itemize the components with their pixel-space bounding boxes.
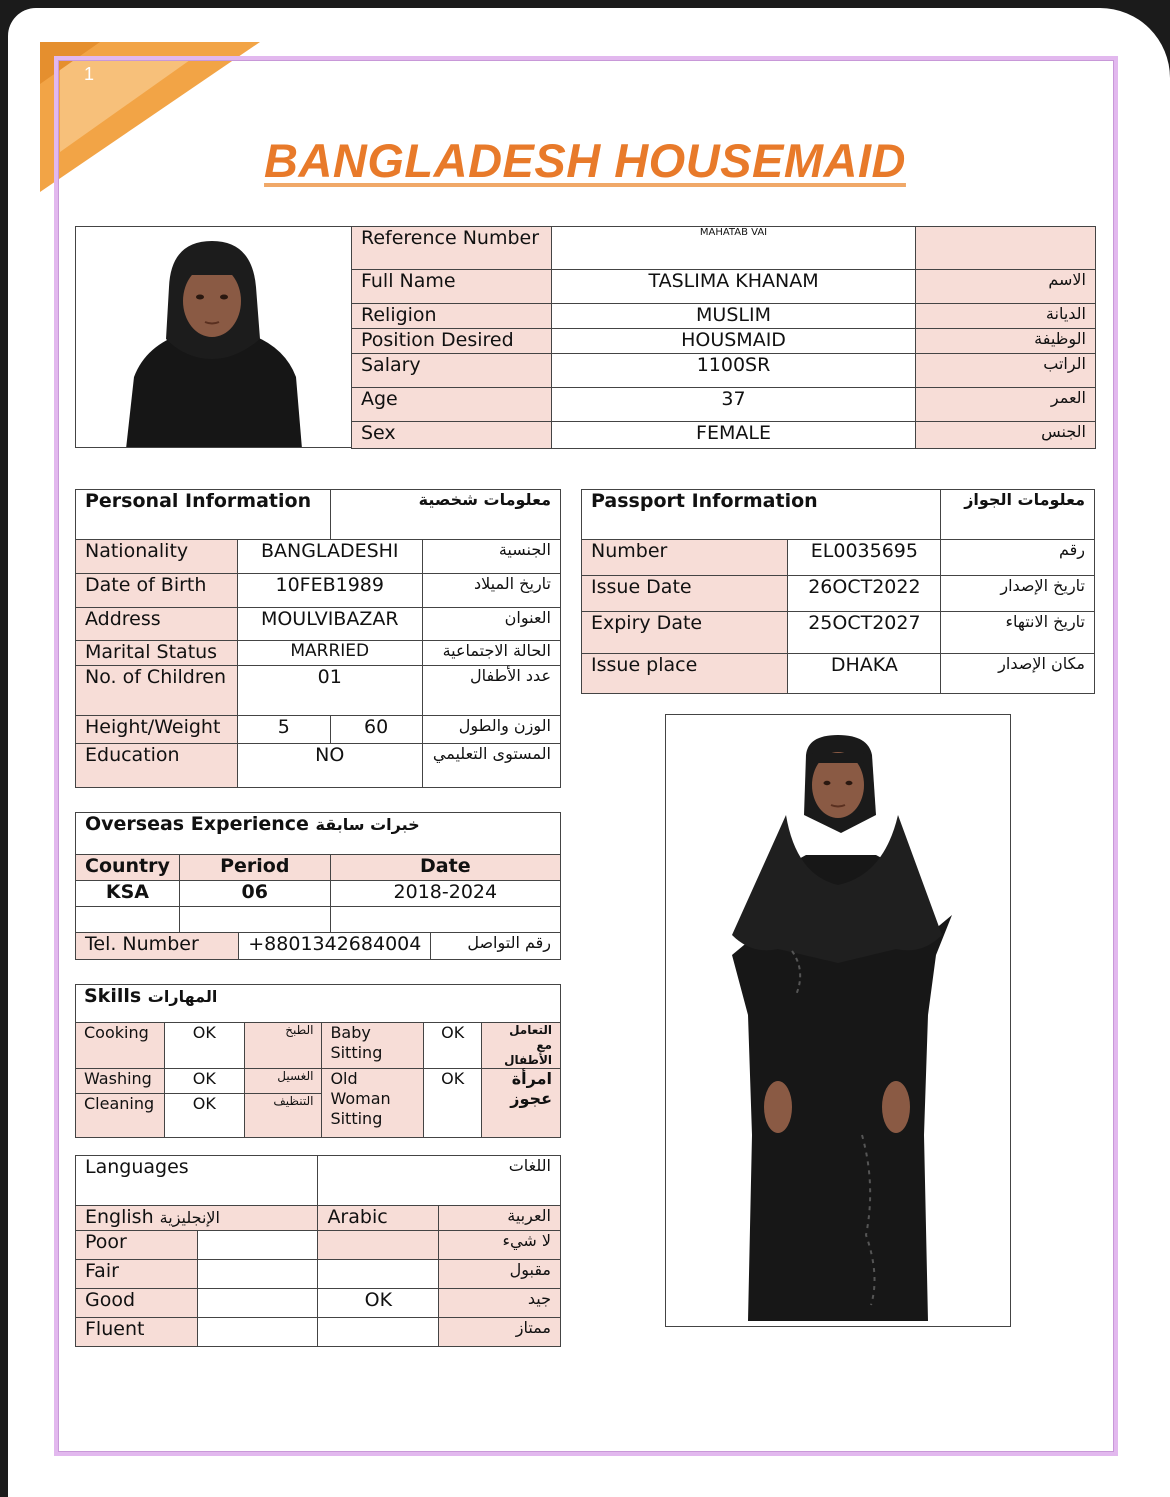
overseas-experience-title bbox=[76, 813, 561, 855]
skills-title-ar: المهارات bbox=[147, 987, 218, 1006]
english-label: English bbox=[85, 1206, 154, 1228]
children-label-ar: عدد الأطفال bbox=[422, 666, 560, 716]
position-desired-value: HOUSMAID bbox=[551, 329, 915, 354]
religion-value: MUSLIM bbox=[551, 304, 915, 329]
tel-number-label-ar: رقم التواصل bbox=[431, 933, 561, 960]
height-weight-label-ar: الوزن والطول bbox=[422, 716, 560, 744]
skill-baby-sitting-label-ar: التعامل مع الأطفال bbox=[482, 1023, 561, 1069]
sex-label: Sex bbox=[352, 422, 552, 449]
salary-label-ar: الراتب bbox=[916, 354, 1096, 388]
age-label-ar: العمر bbox=[916, 388, 1096, 422]
issue-place-value: DHAKA bbox=[788, 654, 941, 694]
issue-place-label: Issue place bbox=[582, 654, 788, 694]
full-body-photo bbox=[666, 715, 1011, 1327]
document-title: BANGLADESH HOUSEMAID bbox=[264, 134, 906, 187]
period-header: Period bbox=[179, 855, 330, 881]
level-fair-label-ar: مقبول bbox=[439, 1260, 561, 1289]
children-label: No. of Children bbox=[76, 666, 238, 716]
passport-number-label: Number bbox=[582, 540, 788, 576]
religion-label-ar: الديانة bbox=[916, 304, 1096, 329]
languages-title-ar: اللغات bbox=[318, 1156, 561, 1206]
arabic-label: Arabic bbox=[318, 1206, 439, 1231]
education-label: Education bbox=[76, 744, 238, 788]
education-value: NO bbox=[237, 744, 422, 788]
page-number: 1 bbox=[84, 64, 95, 84]
personal-info-title: Personal Information bbox=[76, 490, 331, 540]
skill-baby-sitting-value: OK bbox=[424, 1023, 482, 1069]
salary-label: Salary bbox=[352, 354, 552, 388]
portrait-photo bbox=[76, 227, 352, 448]
level-fair-english bbox=[197, 1260, 318, 1289]
full-name-label-ar: الاسم bbox=[916, 270, 1096, 304]
full-body-photo-box bbox=[665, 714, 1011, 1327]
nationality-label-ar: الجنسية bbox=[422, 540, 560, 574]
english-label-ar: الإنجليزية bbox=[159, 1208, 220, 1227]
expiry-date-label-ar: تاريخ الانتهاء bbox=[941, 612, 1095, 654]
level-good-arabic: OK bbox=[318, 1289, 439, 1318]
level-poor-label: Poor bbox=[76, 1231, 198, 1260]
level-fluent-arabic bbox=[318, 1318, 439, 1347]
overseas-title-en: Overseas Experience bbox=[85, 813, 309, 835]
passport-info-title-ar: معلومات الجواز bbox=[941, 490, 1095, 540]
issue-date-label-ar: تاريخ الإصدار bbox=[941, 576, 1095, 612]
personal-info-table bbox=[75, 489, 561, 788]
expiry-date-value: 25OCT2027 bbox=[788, 612, 941, 654]
experience-country-2 bbox=[76, 907, 180, 933]
date-of-birth-label-ar: تاريخ الميلاد bbox=[422, 574, 560, 608]
overseas-title-ar: خبرات سابقة bbox=[315, 815, 420, 834]
level-good-label: Good bbox=[76, 1289, 198, 1318]
english-header bbox=[76, 1206, 318, 1231]
issue-date-value: 26OCT2022 bbox=[788, 576, 941, 612]
level-good-english bbox=[197, 1289, 318, 1318]
religion-label: Religion bbox=[352, 304, 552, 329]
address-label-ar: العنوان bbox=[422, 608, 560, 641]
children-value: 01 bbox=[237, 666, 422, 716]
reference-number-label-ar bbox=[916, 227, 1096, 270]
passport-info-table bbox=[581, 489, 1095, 694]
skill-cleaning-label: Cleaning bbox=[76, 1094, 165, 1138]
skill-cooking-label-ar: الطبخ bbox=[244, 1023, 322, 1069]
skill-cooking-label: Cooking bbox=[76, 1023, 165, 1069]
marital-status-label: Marital Status bbox=[76, 641, 238, 666]
level-fluent-english bbox=[197, 1318, 318, 1347]
skills-title bbox=[76, 985, 561, 1023]
portrait-photo-box bbox=[75, 226, 352, 448]
skill-cleaning-value: OK bbox=[164, 1094, 244, 1138]
experience-date: 2018-2024 bbox=[330, 881, 560, 907]
sex-value: FEMALE bbox=[551, 422, 915, 449]
languages-title: Languages bbox=[76, 1156, 318, 1206]
level-fair-arabic bbox=[318, 1260, 439, 1289]
level-good-label-ar: جيد bbox=[439, 1289, 561, 1318]
skill-washing-label-ar: الغسيل bbox=[244, 1069, 322, 1094]
overseas-experience-table bbox=[75, 812, 561, 960]
address-value: MOULVIBAZAR bbox=[237, 608, 422, 641]
skill-old-woman-label: Old Woman Sitting bbox=[322, 1069, 424, 1138]
passport-number-label-ar: رقم bbox=[941, 540, 1095, 576]
education-label-ar: المستوى التعليمي bbox=[422, 744, 560, 788]
passport-number-value: EL0035695 bbox=[788, 540, 941, 576]
issue-date-label: Issue Date bbox=[582, 576, 788, 612]
skill-cooking-value: OK bbox=[164, 1023, 244, 1069]
height-value: 5 bbox=[237, 716, 330, 744]
experience-country: KSA bbox=[76, 881, 180, 907]
tel-number-label: Tel. Number bbox=[76, 933, 239, 960]
marital-status-value: MARRIED bbox=[237, 641, 422, 666]
reference-code: MAHATAB VAI bbox=[699, 227, 768, 238]
header-info-table bbox=[351, 226, 1096, 449]
date-header: Date bbox=[330, 855, 560, 881]
level-poor-arabic bbox=[318, 1231, 439, 1260]
nationality-value: BANGLADESHI bbox=[237, 540, 422, 574]
age-value: 37 bbox=[551, 388, 915, 422]
date-of-birth-value: 10FEB1989 bbox=[237, 574, 422, 608]
experience-period-2 bbox=[179, 907, 330, 933]
level-fluent-label: Fluent bbox=[76, 1318, 198, 1347]
skill-old-woman-value: OK bbox=[424, 1069, 482, 1138]
sex-label-ar: الجنس bbox=[916, 422, 1096, 449]
marital-status-label-ar: الحالة الاجتماعية bbox=[422, 641, 560, 666]
skills-title-en: Skills bbox=[84, 985, 142, 1007]
skill-washing-value: OK bbox=[164, 1069, 244, 1094]
reference-number-label: Reference Number bbox=[352, 227, 552, 270]
expiry-date-label: Expiry Date bbox=[582, 612, 788, 654]
personal-info-title-ar: معلومات شخصية bbox=[330, 490, 560, 540]
nationality-label: Nationality bbox=[76, 540, 238, 574]
address-label: Address bbox=[76, 608, 238, 641]
skill-washing-label: Washing bbox=[76, 1069, 165, 1094]
full-name-value: TASLIMA KHANAM bbox=[551, 270, 915, 304]
level-poor-english bbox=[197, 1231, 318, 1260]
position-desired-label: Position Desired bbox=[352, 329, 552, 354]
skill-baby-sitting-label: Baby Sitting bbox=[322, 1023, 424, 1069]
level-fair-label: Fair bbox=[76, 1260, 198, 1289]
languages-table bbox=[75, 1155, 561, 1347]
passport-info-title: Passport Information bbox=[582, 490, 941, 540]
position-desired-label-ar: الوظيفة bbox=[916, 329, 1096, 354]
reference-number-value bbox=[551, 227, 915, 270]
height-weight-label: Height/Weight bbox=[76, 716, 238, 744]
issue-place-label-ar: مكان الإصدار bbox=[941, 654, 1095, 694]
level-fluent-label-ar: ممتاز bbox=[439, 1318, 561, 1347]
country-header: Country bbox=[76, 855, 180, 881]
skill-old-woman-label-ar: امرأة عجوز bbox=[482, 1069, 561, 1138]
full-name-label: Full Name bbox=[352, 270, 552, 304]
salary-value: 1100SR bbox=[551, 354, 915, 388]
date-of-birth-label: Date of Birth bbox=[76, 574, 238, 608]
tel-number-value: +8801342684004 bbox=[239, 933, 431, 960]
arabic-label-ar: العربية bbox=[439, 1206, 561, 1231]
level-poor-label-ar: لا شيء bbox=[439, 1231, 561, 1260]
experience-period: 06 bbox=[179, 881, 330, 907]
age-label: Age bbox=[352, 388, 552, 422]
experience-date-2 bbox=[330, 907, 560, 933]
skill-cleaning-label-ar: التنظيف bbox=[244, 1094, 322, 1138]
skills-table bbox=[75, 984, 561, 1138]
weight-value: 60 bbox=[330, 716, 422, 744]
